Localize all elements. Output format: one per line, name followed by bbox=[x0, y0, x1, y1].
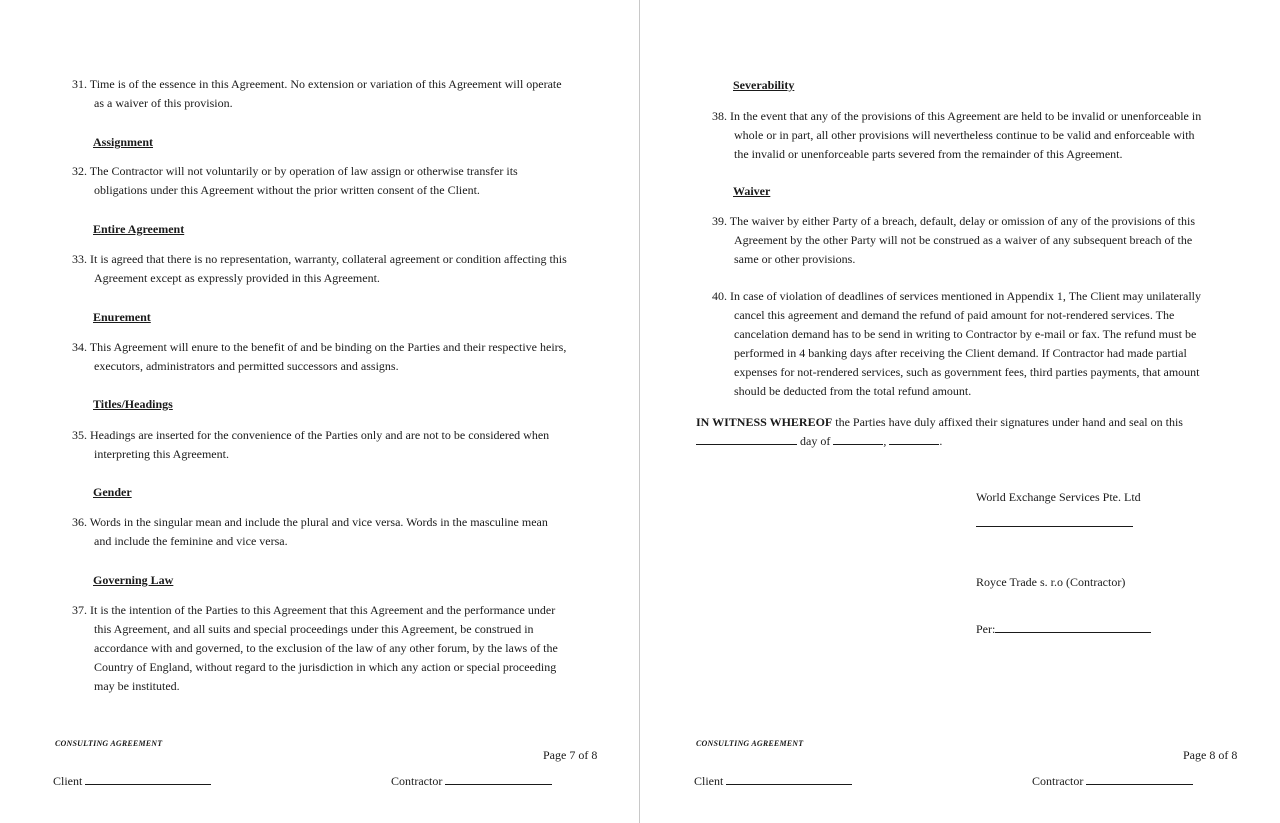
per-signature-line bbox=[995, 622, 1151, 633]
clause-number: 36. bbox=[72, 515, 87, 529]
clause-34 bbox=[72, 338, 612, 376]
footer-label: CONSULTING AGREEMENT bbox=[696, 739, 804, 748]
signatory-2-name: Royce Trade s. r.o (Contractor) bbox=[976, 575, 1126, 589]
clause-number: 35. bbox=[72, 428, 87, 442]
clause-33 bbox=[72, 250, 612, 288]
clause-text: Time is of the essence in this Agreement. No extension or variation of this Agreement will operate bbox=[89, 77, 562, 91]
clause-text-cont: as a waiver of this provision. bbox=[94, 96, 233, 110]
witness-comma: , bbox=[883, 434, 890, 448]
clause-number: 32. bbox=[72, 164, 87, 178]
clause-number: 40. bbox=[712, 289, 727, 303]
contractor-signature-row bbox=[1032, 774, 1193, 789]
clause-text: In case of violation of deadlines of services mentioned in Appendix 1, The Client may unilaterally bbox=[730, 289, 1201, 303]
witness-line-2 bbox=[696, 432, 1256, 451]
client-signature-line bbox=[726, 774, 852, 785]
page-number: Page 8 of 8 bbox=[1183, 748, 1238, 762]
clause-32 bbox=[72, 162, 612, 200]
clause-38 bbox=[712, 107, 1252, 164]
heading-enurement: Enurement bbox=[93, 310, 151, 324]
clause-text: The waiver by either Party of a breach, default, delay or omission of any of the provisions of this bbox=[729, 214, 1196, 228]
heading-waiver: Waiver bbox=[733, 184, 771, 198]
contractor-signature-row bbox=[391, 774, 552, 789]
clause-35 bbox=[72, 426, 612, 464]
clause-text-cont: Country of England, without regard to the jurisdiction in which any action or special proceeding bbox=[94, 660, 557, 674]
client-label: Client bbox=[53, 774, 83, 788]
witness-heading: IN WITNESS WHEREOF bbox=[696, 415, 833, 429]
heading-gender: Gender bbox=[93, 485, 132, 499]
clause-text: In the event that any of the provisions of this Agreement are held to be invalid or unenforceable in bbox=[730, 109, 1202, 123]
clause-text-cont: cancel this agreement and demand the refund of paid amount for not-rendered services. The bbox=[734, 308, 1175, 322]
clause-text: This Agreement will enure to the benefit of and be binding on the Parties and their respective heirs, bbox=[89, 340, 567, 354]
clause-text: Words in the singular mean and include the plural and vice versa. Words in the masculine mean bbox=[89, 515, 548, 529]
heading-assignment: Assignment bbox=[93, 135, 154, 149]
heading-titles: Titles/Headings bbox=[93, 397, 173, 411]
clause-39 bbox=[712, 212, 1252, 269]
page-number: Page 7 of 8 bbox=[543, 748, 598, 762]
signatory-1-name: World Exchange Services Pte. Ltd bbox=[976, 490, 1141, 504]
clause-text-cont: whole or in part, all other provisions will nevertheless continue to be valid and enforceable with bbox=[734, 128, 1195, 142]
clause-number: 33. bbox=[72, 252, 87, 266]
witness-clause bbox=[696, 413, 1256, 451]
heading-governing-law: Governing Law bbox=[93, 573, 174, 587]
clause-number: 37. bbox=[72, 603, 87, 617]
clause-text-cont: performed in 4 banking days after receiving the Client demand. If Contractor had made partial bbox=[734, 346, 1187, 360]
clause-text: The Contractor will not voluntarily or by operation of law assign or otherwise transfer its bbox=[89, 164, 518, 178]
clause-text-cont: executors, administrators and permitted successors and assigns. bbox=[94, 359, 399, 373]
clause-text-cont: interpreting this Agreement. bbox=[94, 447, 229, 461]
clause-text-cont: cancelation demand has to be send in writing to Contractor by e-mail or fax. The refund must be bbox=[734, 327, 1197, 341]
heading-entire-agreement: Entire Agreement bbox=[93, 222, 185, 236]
contractor-label: Contractor bbox=[391, 774, 443, 788]
clause-text-cont: should be deducted from the total refund amount. bbox=[734, 384, 972, 398]
clause-text: It is agreed that there is no representation, warranty, collateral agreement or condition affecting this bbox=[90, 252, 567, 266]
contractor-label: Contractor bbox=[1032, 774, 1084, 788]
clause-text-cont: expenses for not-rendered services, such as government fees, third parties payments, that amount bbox=[734, 365, 1200, 379]
witness-period: . bbox=[939, 434, 943, 448]
clause-text-cont: accordance with and governed, to the exclusion of the law of any other forum, by the laws of the bbox=[94, 641, 558, 655]
heading-severability: Severability bbox=[733, 78, 795, 92]
client-label: Client bbox=[694, 774, 724, 788]
clause-text-cont: Agreement by the other Party will not be construed as a waiver of any subsequent breach of the bbox=[734, 233, 1193, 247]
per-label: Per: bbox=[976, 622, 996, 636]
per-signature-row bbox=[976, 622, 1151, 637]
footer-label: CONSULTING AGREEMENT bbox=[55, 739, 163, 748]
clause-number: 31. bbox=[72, 77, 87, 91]
page-8 bbox=[640, 0, 1280, 823]
clause-text-cont: same or other provisions. bbox=[734, 252, 856, 266]
clause-text-cont: the invalid or unenforceable parts severed from the remainder of this Agreement. bbox=[734, 147, 1123, 161]
clause-number: 38. bbox=[712, 109, 727, 123]
witness-day-of: day of bbox=[797, 434, 834, 448]
contractor-signature-line bbox=[1086, 774, 1193, 785]
client-signature-row bbox=[694, 774, 852, 789]
clause-text-cont: and include the feminine and vice versa. bbox=[94, 534, 288, 548]
witness-line-1 bbox=[696, 413, 1256, 432]
witness-date-line bbox=[696, 434, 797, 445]
clause-text-cont: obligations under this Agreement without the prior written consent of the Client. bbox=[94, 183, 480, 197]
signatory-1-line bbox=[976, 526, 1133, 527]
witness-month-line bbox=[833, 434, 883, 445]
clause-number: 34. bbox=[72, 340, 87, 354]
clause-37 bbox=[72, 601, 612, 696]
client-signature-line bbox=[85, 774, 211, 785]
clause-text-cont: Agreement except as expressly provided in this Agreement. bbox=[94, 271, 380, 285]
clause-text-cont: may be instituted. bbox=[94, 679, 180, 693]
contractor-signature-line bbox=[445, 774, 552, 785]
clause-36 bbox=[72, 513, 612, 551]
clause-text-cont: this Agreement, and all suits and special proceedings under this Agreement, be construed in bbox=[94, 622, 534, 636]
clause-40 bbox=[712, 287, 1257, 401]
clause-number: 39. bbox=[712, 214, 727, 228]
witness-text: the Parties have duly affixed their signatures under hand and seal on this bbox=[832, 415, 1183, 429]
clause-31 bbox=[72, 75, 612, 113]
client-signature-row bbox=[53, 774, 211, 789]
witness-year-line bbox=[889, 434, 939, 445]
clause-text: It is the intention of the Parties to this Agreement that this Agreement and the performance under bbox=[90, 603, 556, 617]
clause-text: Headings are inserted for the convenience of the Parties only and are not to be considered when bbox=[90, 428, 550, 442]
